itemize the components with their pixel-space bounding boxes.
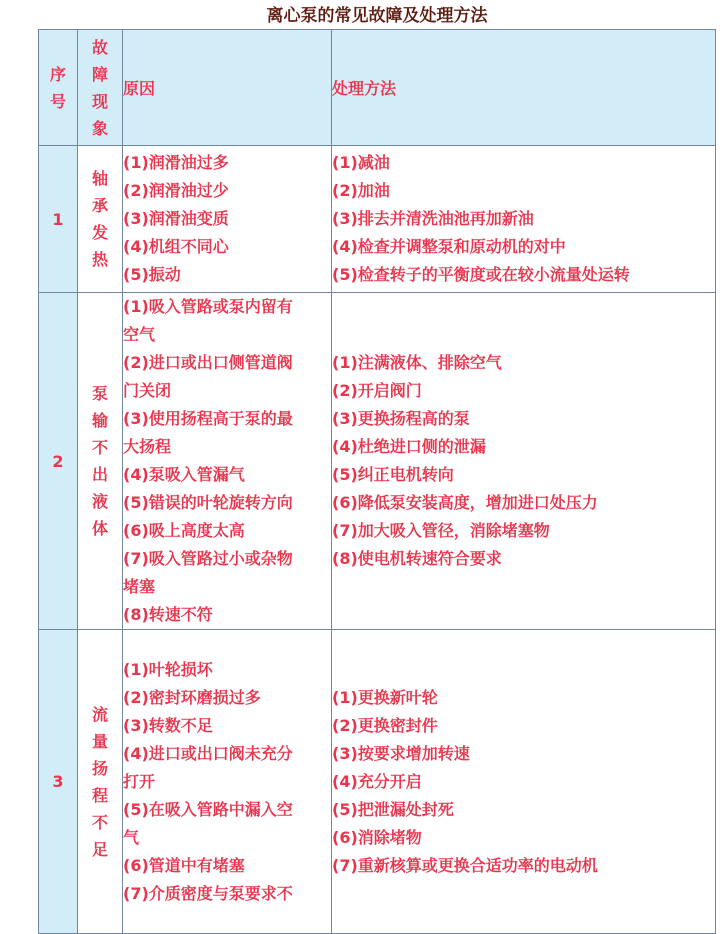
row-number: 2 (39, 293, 78, 630)
vertical-char: 序 (49, 64, 66, 84)
text-line: (2)进口或出口侧管道阀 (123, 353, 293, 372)
text-line: (2)更换密封件 (332, 715, 438, 735)
row-number: 3 (39, 630, 78, 934)
cause-cell (123, 293, 332, 630)
vertical-char: 轴 (91, 169, 108, 188)
text-line: (6)管道中有堵塞 (123, 855, 245, 875)
text-line: (2)加油 (332, 181, 390, 200)
text-line: (3)排去并清洗油池再加新油 (332, 209, 534, 228)
text-line: (1)吸入管路或泵内留有 (123, 297, 293, 316)
text-line: 大扬程 (123, 437, 172, 456)
vertical-char: 故 (91, 37, 108, 57)
header-cell-cause: 原因 (123, 30, 332, 146)
text-line: (3)润滑油变质 (123, 209, 229, 228)
vertical-char: 流 (91, 704, 108, 724)
fault-label (78, 165, 122, 273)
header-cell-fault (78, 30, 123, 146)
text-line: (1)叶轮损坏 (123, 659, 213, 679)
vertical-char: 发 (91, 223, 108, 242)
fault-table (38, 29, 716, 934)
text-line: (1)润滑油过多 (123, 153, 229, 172)
text-line: (5)把泄漏处封死 (332, 799, 454, 819)
text-line: (2)开启阀门 (332, 381, 422, 400)
text-line: (8)转速不符 (123, 605, 213, 624)
text-line: (5)检查转子的平衡度或在较小流量处运转 (332, 265, 630, 284)
vertical-char: 障 (91, 64, 108, 84)
vertical-char: 体 (91, 519, 108, 538)
text-line: (5)纠正电机转向 (332, 465, 454, 484)
text-line: (6)降低泵安装高度，增加进口处压力 (332, 493, 598, 512)
header-fault-label (78, 34, 122, 142)
header-cell-solution: 处理方法 (332, 30, 716, 146)
text-line: (8)使电机转速符合要求 (332, 549, 502, 568)
text-line: 堵塞 (123, 577, 156, 596)
solution-cell (332, 293, 716, 630)
text-line: (2)密封环磨损过多 (123, 687, 261, 707)
table-row-2 (39, 293, 716, 630)
vertical-char: 不 (91, 438, 108, 457)
page-title: 离心泵的常见故障及处理方法 (266, 6, 488, 26)
vertical-char: 出 (91, 465, 108, 484)
text-line: (7)加大吸入管径，消除堵塞物 (332, 521, 550, 540)
table-row-1 (39, 146, 716, 293)
text-line: (1)注满液体、排除空气 (332, 353, 502, 372)
fault-cell (78, 630, 123, 934)
row-number: 1 (39, 146, 78, 293)
text-line: (7)介质密度与泵要求不 (123, 883, 293, 903)
fault-cell (78, 146, 123, 293)
cause-cell (123, 146, 332, 293)
text-line: (3)更换扬程高的泵 (332, 409, 470, 428)
text-line: (4)检查并调整泵和原动机的对中 (332, 237, 566, 256)
vertical-char: 承 (91, 196, 108, 215)
vertical-char: 液 (91, 492, 108, 511)
text-line: (5)振动 (123, 265, 181, 284)
vertical-char: 现 (91, 91, 108, 111)
header-row (39, 30, 716, 146)
cause-cell (123, 630, 332, 934)
text-line: 气 (123, 827, 140, 847)
vertical-char: 热 (91, 250, 108, 269)
text-line: 门关闭 (123, 381, 172, 400)
text-line: (3)使用扬程高于泵的最 (123, 409, 293, 428)
vertical-char: 足 (91, 839, 108, 859)
text-line: (1)更换新叶轮 (332, 687, 438, 707)
text-line: (5)在吸入管路中漏入空 (123, 799, 293, 819)
vertical-char: 输 (91, 411, 108, 430)
fault-label (78, 380, 122, 542)
text-line: 打开 (123, 771, 156, 791)
text-line: (4)进口或出口阀未充分 (123, 743, 293, 763)
text-line: (6)消除堵物 (332, 827, 422, 847)
header-cell-no (39, 30, 78, 146)
text-line: (4)泵吸入管漏气 (123, 465, 245, 484)
text-line: (6)吸上高度太高 (123, 521, 245, 540)
header-no-label (39, 61, 77, 115)
solution-cell (332, 146, 716, 293)
text-line: (4)杜绝进口侧的泄漏 (332, 437, 486, 456)
text-line: (1)减油 (332, 153, 390, 172)
text-line: (3)按要求增加转速 (332, 743, 470, 763)
text-line: (5)错误的叶轮旋转方向 (123, 493, 293, 512)
text-line: (7)重新核算或更换合适功率的电动机 (332, 855, 598, 875)
table-row-3 (39, 630, 716, 934)
fault-label (78, 701, 122, 863)
vertical-char: 象 (91, 118, 108, 138)
vertical-char: 量 (91, 731, 108, 751)
text-line: (7)吸入管路过小或杂物 (123, 549, 293, 568)
vertical-char: 不 (91, 812, 108, 832)
text-line: (4)充分开启 (332, 771, 422, 791)
solution-cell (332, 630, 716, 934)
vertical-char: 扬 (91, 758, 108, 778)
fault-cell (78, 293, 123, 630)
text-line: (2)润滑油过少 (123, 181, 229, 200)
text-line: (4)机组不同心 (123, 237, 229, 256)
vertical-char: 程 (91, 785, 108, 805)
text-line: 空气 (123, 325, 156, 344)
text-line: (3)转数不足 (123, 715, 213, 735)
vertical-char: 泵 (91, 384, 108, 403)
vertical-char: 号 (49, 91, 66, 111)
